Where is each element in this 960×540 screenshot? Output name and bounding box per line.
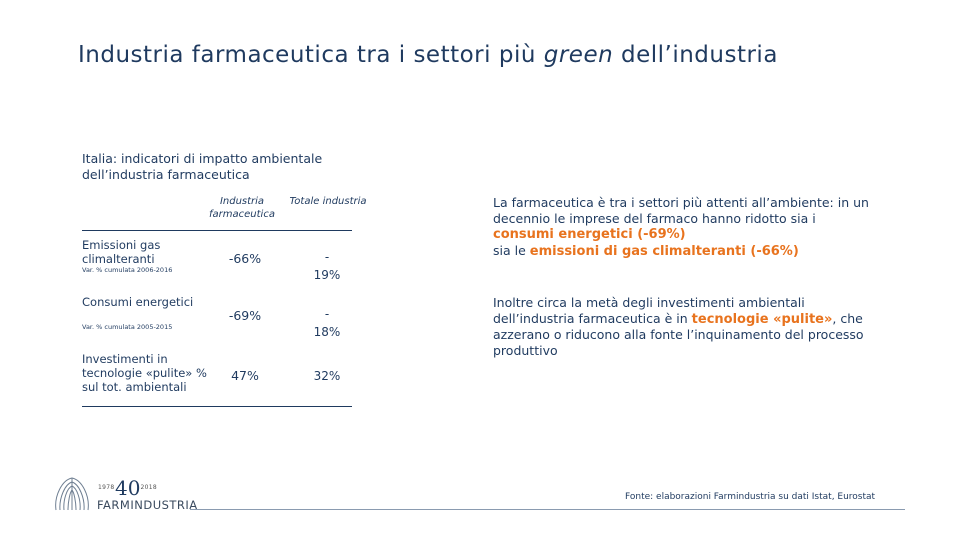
value-farm-energy: -69% [228, 308, 262, 323]
value-total-emissions-dash: - [324, 250, 330, 264]
title-italic: green [543, 42, 614, 68]
highlight-clean-tech: tecnologie «pulite» [691, 311, 833, 327]
column-header-farm: Industria farmaceutica [209, 196, 275, 220]
logo-years: 1978 2018 [98, 484, 157, 491]
paragraph-environment: La farmaceutica è tra i settori più attenti all’ambiente: in un decennio le imprese del farmaco hanno ridotto sia i consumi energetici (-69%) sia le emissioni di gas climalteranti (-66%) [493, 195, 869, 259]
highlight-emissions: emissioni di gas climalteranti (-66%) [529, 243, 799, 259]
table-bottom-divider [82, 406, 352, 407]
title-text: Industria farmaceutica tra i settori più [78, 42, 544, 68]
footer-divider [190, 509, 905, 510]
value-total-energy: 18% [313, 325, 341, 339]
value-farm-emissions: -66% [228, 251, 262, 266]
row-label-energy: Consumi energetici [82, 295, 194, 309]
source-note: Fonte: elaborazioni Farmindustria su dati Istat, Eurostat [625, 492, 876, 502]
slide-title [78, 42, 778, 68]
title-text-end: dell’industria [613, 42, 778, 68]
row-label-investments: Investimenti in tecnologie «pulite» % sul tot. ambientali [82, 352, 207, 394]
logo-anniversary: 40 [115, 476, 141, 500]
value-total-investments: 32% [313, 369, 341, 383]
value-farm-investments: 47% [231, 368, 259, 383]
row-label-emissions: Emissioni gas climalteranti [82, 238, 161, 266]
value-total-energy-dash: - [324, 307, 330, 321]
paragraph-investments: Inoltre circa la metà degli investimenti ambientali dell’industria farmaceutica è in tecnologie «pulite», che azzerano o riducono alla fonte l’inquinamento del processo produttivo [493, 295, 864, 358]
row-sub-energy: Var. % cumulata 2005-2015 [82, 323, 173, 331]
table-header-divider [82, 230, 352, 231]
logo-name: FARMINDUSTRIA [97, 498, 198, 512]
value-total-emissions: 19% [313, 268, 341, 282]
row-sub-emissions: Var. % cumulata 2006-2016 [82, 266, 173, 274]
column-header-total: Totale industria [289, 196, 367, 207]
table-title: Italia: indicatori di impatto ambientale dell’industria farmaceutica [82, 151, 323, 182]
highlight-energy: consumi energetici (-69%) [493, 227, 686, 242]
